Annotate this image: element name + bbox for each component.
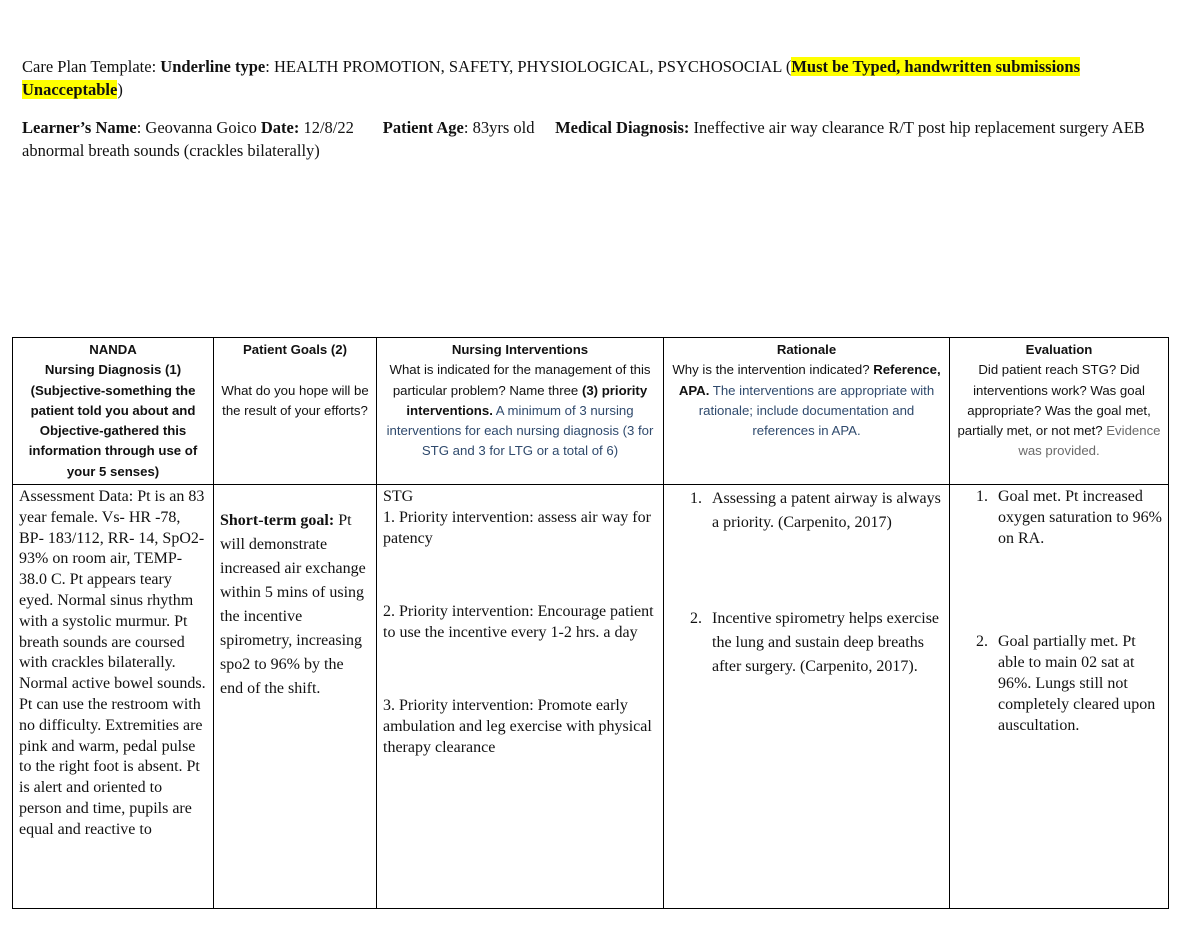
rationale-cell <box>664 485 950 909</box>
patient-goals-desc: What do you hope will be the result of your efforts? <box>221 382 369 418</box>
typed-warning: Must be Typed, handwritten submissions Unacceptable <box>22 57 1080 99</box>
nanda-header <box>13 338 214 485</box>
nanda-title: NANDA <box>89 342 137 357</box>
short-term-goal-label: Short-term goal: <box>220 512 335 530</box>
interventions-bold: (3) priority interventions. <box>406 382 648 418</box>
interventions-desc: What is indicated for the management of this particular problem? Name three <box>389 362 651 398</box>
stg-label: STG <box>383 488 414 506</box>
evaluation-desc2: Evidence was provided. <box>1018 423 1161 459</box>
rationale-desc2: The interventions are appropriate with rationale; include documentation and references in APA. <box>698 382 935 439</box>
date-label: Date: <box>260 118 300 137</box>
header-row <box>13 338 1169 485</box>
interventions-desc2: A minimum of 3 nursing interventions for each nursing diagnosis (3 for STG and 3 for LTG or a total of 6) <box>386 402 654 459</box>
learner-name-label: Learner’s Name <box>22 118 137 137</box>
interventions-cell <box>377 485 664 909</box>
medical-diagnosis: Ineffective air way clearance R/T post hip replacement surgery AEB abnormal breath sounds (crackles bilaterally) <box>22 118 1145 160</box>
underline-types: : HEALTH PROMOTION, SAFETY, PHYSIOLOGICAL, PSYCHOSOCIAL ( <box>265 57 792 76</box>
patient-goals-title: Patient Goals (2) <box>242 342 348 357</box>
rationale-header <box>664 338 950 485</box>
evaluation-2: 2. Goal partially met. Pt able to main 02 sat at 96%. Lungs still not completely cleared upon auscultation. <box>992 632 1162 736</box>
medical-diagnosis-label: Medical Diagnosis: <box>555 118 690 137</box>
rationale-2: 2. Incentive spirometry helps exercise the lung and sustain deep breaths after surgery. (Carpenito, 2017). <box>706 607 943 679</box>
template-line <box>22 55 1182 101</box>
evaluation-1: 1. Goal met. Pt increased oxygen saturation to 96% on RA. <box>992 487 1162 549</box>
date-value: 12/8/22 <box>299 118 354 137</box>
interventions-header <box>377 338 664 485</box>
underline-type-label: Underline type <box>160 57 266 76</box>
goals-cell <box>214 485 377 909</box>
warning-close: ) <box>117 80 123 99</box>
nanda-desc: (Subjective-something the patient told you about and Objective-gathered this information through use of your 5 senses) <box>28 382 198 479</box>
intervention-3: 3. Priority intervention: Promote early ambulation and leg exercise with physical therapy clearance <box>383 697 652 756</box>
patient-age: : 83yrs old <box>463 118 535 137</box>
intervention-1: 1. Priority intervention: assess air way for patency <box>383 508 651 547</box>
nursing-diagnosis-title: Nursing Diagnosis (1) <box>44 362 182 378</box>
patient-goals-header <box>214 338 377 485</box>
content-row <box>13 485 1169 909</box>
rationale-1: 1. Assessing a patent airway is always a priority. (Carpenito, 2017) <box>706 487 943 535</box>
care-plan-table <box>12 337 1169 909</box>
template-label: Care Plan Template: <box>22 57 161 76</box>
evaluation-list <box>956 487 1162 736</box>
evaluation-desc: Did patient reach STG? Did interventions work? Was goal appropriate? Was the goal met, partially met, or not met? <box>957 362 1151 439</box>
interventions-title: Nursing Interventions <box>451 342 589 357</box>
intervention-2: 2. Priority intervention: Encourage patient to use the incentive every 1-2 hrs. a day <box>383 603 654 642</box>
rationale-bold: Reference, APA. <box>678 362 941 398</box>
assessment-cell <box>13 485 214 909</box>
rationale-desc: Why is the intervention indicated? <box>672 362 874 378</box>
learner-name: : Geovanna Goico <box>136 118 261 137</box>
rationale-list <box>670 487 943 679</box>
rationale-title: Rationale <box>776 342 837 357</box>
patient-info-line <box>22 116 1182 162</box>
care-plan-header <box>22 55 1182 162</box>
patient-age-label: Patient Age <box>382 118 464 137</box>
evaluation-cell <box>950 485 1169 909</box>
assessment-data: Assessment Data: Pt is an 83 year female. Vs- HR -78, BP- 183/112, RR- 14, SpO2- 93% on room air, TEMP- 38.0 C. Pt appears teary eyed. Normal sinus rhythm with a systolic murmur. Pt breath sounds are coursed with crackles bilaterally. Normal active bowel sounds. Pt can use the restroom with no difficulty. Extremities are pink and warm, pedal pulse to the right foot is absent. Pt is alert and oriented to person and time, pupils are equal and reactive to <box>19 488 206 838</box>
evaluation-header <box>950 338 1169 485</box>
short-term-goal-text: Pt will demonstrate increased air exchange within 5 mins of using the incentive spirometry, increasing spo2 to 96% by the end of the shift. <box>220 512 366 698</box>
evaluation-title: Evaluation <box>1025 342 1093 357</box>
